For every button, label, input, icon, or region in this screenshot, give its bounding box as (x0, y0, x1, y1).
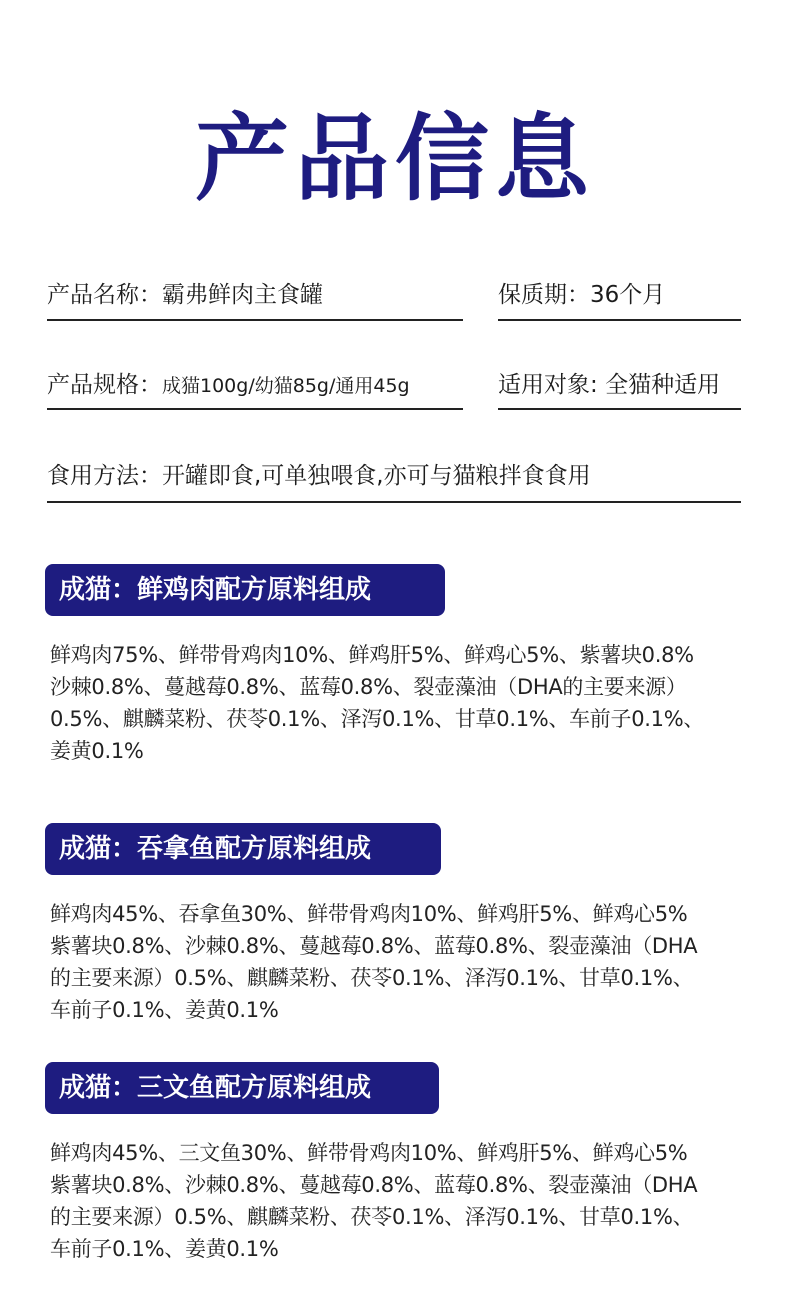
section-heading-tuna: 成猫：吞拿鱼配方原料组成 (45, 823, 441, 875)
spec-label: 产品规格： (47, 372, 162, 398)
product-name-field (47, 280, 323, 310)
usage-value: 开罐即食,可单独喂食,亦可与猫粮拌食食用 (162, 463, 591, 489)
shelf-life-label: 保质期： (498, 282, 590, 308)
target-label: 适用对象: (498, 372, 606, 398)
target-rule (498, 408, 741, 410)
usage-rule (47, 501, 741, 503)
section-heading-chicken: 成猫：鲜鸡肉配方原料组成 (45, 564, 445, 616)
product-name-rule (47, 319, 463, 321)
page-title: 产品信息 (194, 105, 595, 214)
section-ingredients-chicken: 鲜鸡肉75%、鲜带骨鸡肉10%、鲜鸡肝5%、鲜鸡心5%、紫薯块0.8% 沙棘0.8%、蔓越莓0.8%、蓝莓0.8%、裂壶藻油（DHA的主要来源） 0.5%、麒麟菜粉、茯苓0.1%、泽泻0.1%、甘草0.1%、车前子0.1%、 姜黄0.1% (50, 643, 705, 763)
product-name-value: 霸弗鲜肉主食罐 (162, 282, 323, 308)
product-name-label: 产品名称： (47, 282, 162, 308)
usage-label: 食用方法： (47, 463, 162, 489)
section-ingredients-tuna: 鲜鸡肉45%、吞拿鱼30%、鲜带骨鸡肉10%、鲜鸡肝5%、鲜鸡心5% 紫薯块0.8%、沙棘0.8%、蔓越莓0.8%、蓝莓0.8%、裂壶藻油（DHA 的主要来源）0.5%、麒麟菜粉、茯苓0.1%、泽泻0.1%、甘草0.1%、 车前子0.1%、姜黄0.1% (50, 902, 698, 1022)
section-ingredients-salmon: 鲜鸡肉45%、三文鱼30%、鲜带骨鸡肉10%、鲜鸡肝5%、鲜鸡心5% 紫薯块0.8%、沙棘0.8%、蔓越莓0.8%、蓝莓0.8%、裂壶藻油（DHA 的主要来源）0.5%、麒麟菜粉、茯苓0.1%、泽泻0.1%、甘草0.1%、 车前子0.1%、姜黄0.1% (50, 1141, 698, 1261)
usage-field (47, 461, 591, 491)
spec-rule (47, 408, 463, 410)
target-field (498, 370, 720, 400)
spec-value: 成猫100g/幼猫85g/通用45g (162, 375, 410, 397)
target-value: 全猫种适用 (605, 372, 721, 398)
shelf-life-rule (498, 319, 741, 321)
shelf-life-field (498, 280, 665, 310)
section-heading-salmon: 成猫：三文鱼配方原料组成 (45, 1062, 439, 1114)
spec-field (47, 370, 410, 401)
shelf-life-value: 36个月 (590, 282, 666, 308)
